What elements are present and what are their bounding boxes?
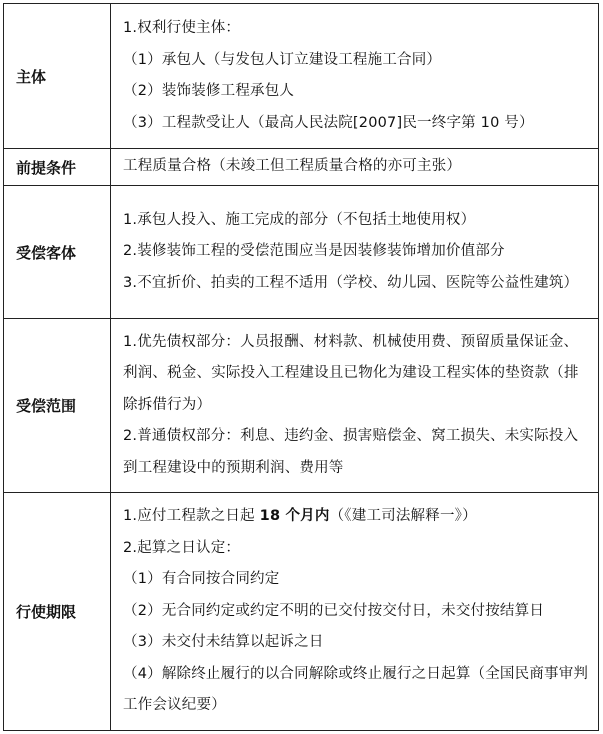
row-content-object [111, 186, 599, 319]
content-line: 3.不宜折价、拍卖的工程不适用（学校、幼儿园、医院等公益性建筑） [123, 274, 579, 291]
table-row-subject [4, 4, 599, 149]
row-content-precondition [111, 149, 599, 186]
row-label-subject: 主体 [4, 4, 111, 149]
content-line: （4）解除终止履行的以合同解除或终止履行之日起算（全国民商事审判工作会议纪要） [123, 665, 589, 714]
table-row-scope [4, 319, 599, 493]
content-line: （3）未交付未结算以起诉之日 [123, 634, 324, 651]
content-line: 1.承包人投入、施工完成的部分（不包括土地使用权） [123, 211, 476, 228]
document-table-wrapper [3, 3, 599, 731]
content-line: 2.普通债权部分：利息、违约金、损害赔偿金、窝工损失、未实际投入到工程建设中的预期利润、费用等 [123, 428, 579, 476]
lien-rules-table [3, 3, 599, 731]
content-line: （2）装饰装修工程承包人 [123, 83, 295, 99]
content-line [123, 501, 590, 533]
row-content-scope [111, 319, 599, 493]
content-line: 1.权利行使主体： [123, 20, 241, 36]
content-line: 工程质量合格（未竣工但工程质量合格的亦可主张） [123, 158, 462, 175]
content-text: 1.应付工程款之日起 [123, 508, 260, 525]
content-text: （《建工司法解释一》） [329, 508, 477, 525]
row-label-precondition: 前提条件 [4, 149, 111, 186]
content-line: （2）无合同约定或约定不明的已交付按交付日，未交付按结算日 [123, 602, 545, 619]
content-line: 2.装修装饰工程的受偿范围应当是因装修装饰增加价值部分 [123, 243, 505, 260]
content-line: （1）有合同按合同约定 [123, 571, 280, 588]
row-content-period [111, 493, 599, 731]
row-label-scope: 受偿范围 [4, 319, 111, 493]
content-line: （1）承包人（与发包人订立建设工程施工合同） [123, 51, 442, 68]
content-emphasis: 18 个月内 [259, 508, 330, 525]
table-row-period [4, 493, 599, 731]
row-content-subject [111, 4, 599, 149]
content-line: 2.起算之日认定： [123, 539, 241, 556]
row-label-object: 受偿客体 [4, 186, 111, 319]
table-row-precondition [4, 149, 599, 186]
content-line: 1.优先债权部分：人员报酬、材料款、机械使用费、预留质量保证金、利润、税金、实际投入工程建设且已物化为建设工程实体的垫资款（排除拆借行为） [123, 333, 579, 413]
content-line: （3）工程款受让人（最高人民法院[2007]民一终字第 10 号） [123, 114, 534, 131]
table-row-object [4, 186, 599, 319]
row-label-period: 行使期限 [4, 493, 111, 731]
